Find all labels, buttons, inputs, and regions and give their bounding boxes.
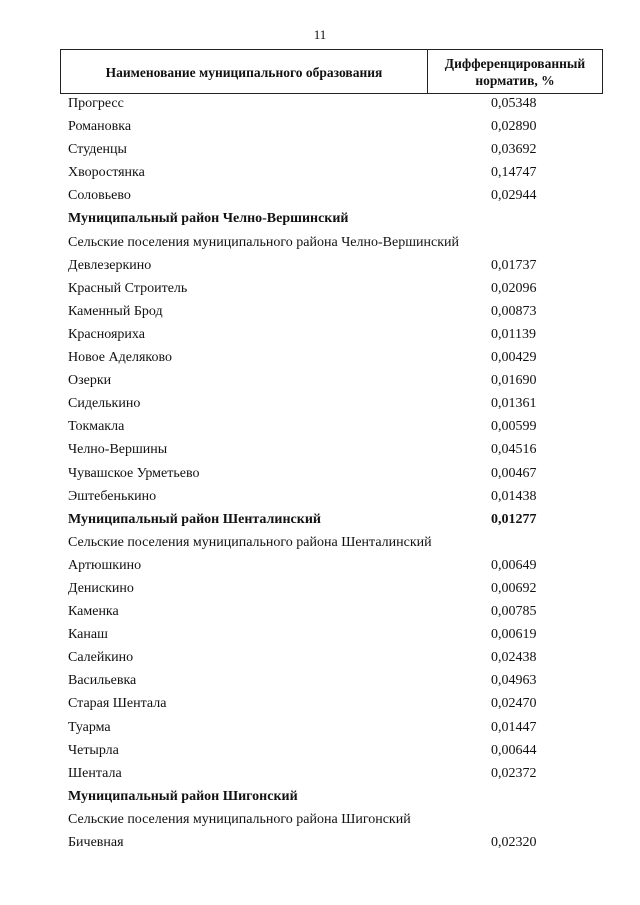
row-name: Шентала	[68, 765, 122, 781]
table-row	[0, 623, 640, 646]
row-name: Четырла	[68, 742, 119, 758]
row-name: Канаш	[68, 627, 108, 643]
row-value: 0,02470	[491, 696, 537, 712]
row-name: Салейкино	[68, 650, 134, 666]
row-name: Каменный Брод	[68, 303, 163, 319]
table-row	[0, 554, 640, 577]
row-name: Токмакла	[68, 419, 125, 435]
row-value: 0,02890	[491, 119, 537, 135]
column-header-norm-line2: норматив, %	[475, 72, 555, 88]
table-row	[0, 831, 640, 854]
row-name: Челно-Вершины	[68, 442, 168, 458]
row-name: Сельские поселения муниципального района Челно-Вершинский	[68, 234, 459, 250]
row-value: 0,01361	[491, 396, 537, 412]
row-name: Студенцы	[68, 142, 127, 158]
row-value: 0,00649	[491, 557, 537, 573]
table-row	[0, 739, 640, 762]
column-header-name: Наименование муниципального образования	[61, 50, 428, 93]
row-value: 0,02096	[491, 280, 537, 296]
subheading-row	[0, 808, 640, 831]
row-value: 0,05348	[491, 96, 537, 111]
row-name: Денискино	[68, 580, 134, 596]
table-row	[0, 138, 640, 161]
row-value: 0,01737	[491, 257, 537, 273]
row-name: Озерки	[68, 373, 112, 389]
row-value: 0,04516	[491, 442, 537, 458]
table-body	[0, 92, 640, 854]
row-value: 0,01447	[491, 719, 537, 735]
table-header	[60, 49, 603, 94]
subheading-row	[0, 231, 640, 254]
row-value: 0,00644	[491, 742, 537, 758]
district-row	[0, 207, 640, 230]
row-value: 0,01277	[491, 511, 537, 527]
row-name: Красный Строитель	[68, 280, 188, 296]
row-name: Сельские поселения муниципального района Шенталинский	[68, 534, 432, 550]
column-header-norm	[428, 50, 602, 93]
table-row	[0, 646, 640, 669]
table-row	[0, 392, 640, 415]
table-row	[0, 115, 640, 138]
column-header-norm-line1: Дифференцированный	[444, 55, 586, 71]
row-name: Сиделькино	[68, 396, 141, 412]
table-row	[0, 716, 640, 739]
subheading-row	[0, 531, 640, 554]
row-value: 0,02944	[491, 188, 537, 204]
table-row	[0, 184, 640, 207]
row-value: 0,02320	[491, 835, 537, 850]
row-name: Васильевка	[68, 673, 137, 689]
row-value: 0,03692	[491, 142, 537, 158]
row-value: 0,02372	[491, 765, 537, 781]
row-name: Муниципальный район Шенталинский	[68, 511, 321, 527]
row-name: Старая Шентала	[68, 696, 167, 712]
row-name: Хворостянка	[68, 165, 145, 181]
row-name: Прогресс	[68, 96, 124, 111]
row-value: 0,00429	[491, 350, 537, 366]
table-row	[0, 577, 640, 600]
row-name: Новое Аделяково	[68, 350, 172, 366]
row-name: Романовка	[68, 119, 132, 135]
row-name: Девлезеркино	[68, 257, 152, 273]
table-row	[0, 369, 640, 392]
row-value: 0,00692	[491, 580, 537, 596]
row-value: 0,00873	[491, 303, 537, 319]
table-row	[0, 600, 640, 623]
row-name: Бичевная	[68, 835, 124, 850]
row-name: Муниципальный район Шигонский	[68, 788, 298, 804]
row-name: Соловьево	[68, 188, 131, 204]
table-row	[0, 438, 640, 461]
table-row	[0, 415, 640, 438]
table-row	[0, 92, 640, 115]
table-row	[0, 762, 640, 785]
row-name: Муниципальный район Челно-Вершинский	[68, 211, 349, 227]
table-row	[0, 669, 640, 692]
row-value: 0,01438	[491, 488, 537, 504]
row-value: 0,00467	[491, 465, 537, 481]
row-value: 0,02438	[491, 650, 537, 666]
row-name: Краснояриха	[68, 326, 145, 342]
table-row	[0, 254, 640, 277]
row-name: Сельские поселения муниципального района Шигонский	[68, 811, 411, 827]
table-row	[0, 485, 640, 508]
district-row	[0, 508, 640, 531]
table-row	[0, 300, 640, 323]
row-name: Эштебенькино	[68, 488, 157, 504]
row-value: 0,00619	[491, 627, 537, 643]
row-value: 0,01139	[491, 326, 536, 342]
table-row	[0, 161, 640, 184]
table-row	[0, 323, 640, 346]
row-name: Чувашское Урметьево	[68, 465, 200, 481]
row-value: 0,01690	[491, 373, 537, 389]
table-row	[0, 277, 640, 300]
district-row	[0, 785, 640, 808]
row-name: Каменка	[68, 604, 119, 620]
row-value: 0,00785	[491, 604, 537, 620]
page-number: 11	[313, 27, 327, 42]
row-value: 0,00599	[491, 419, 537, 435]
row-name: Артюшкино	[68, 557, 142, 573]
row-value: 0,14747	[491, 165, 537, 181]
row-value: 0,04963	[491, 673, 537, 689]
row-name: Туарма	[68, 719, 111, 735]
table-row	[0, 462, 640, 485]
table-row	[0, 692, 640, 715]
table-row	[0, 346, 640, 369]
